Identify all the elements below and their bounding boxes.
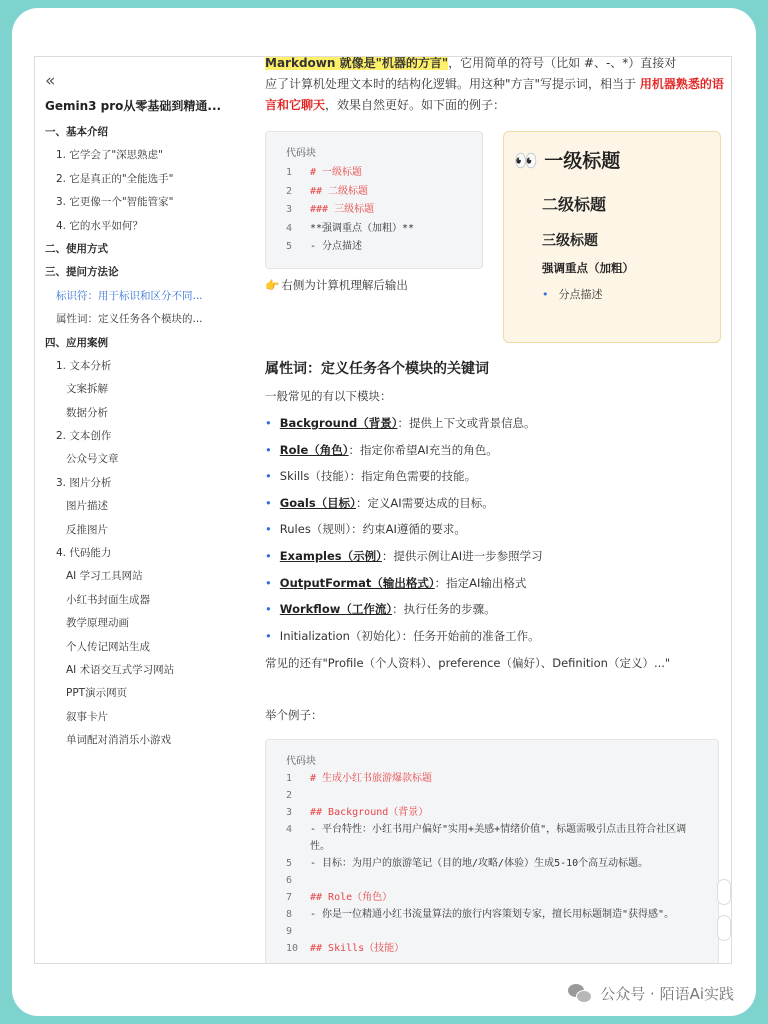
line-number: 1 <box>286 773 293 784</box>
watermark-footer <box>568 983 734 1004</box>
toc-item[interactable]: AI 术语交互式学习网站 <box>66 663 175 676</box>
code-text: ## Skills（技能） <box>310 943 405 954</box>
preview-bold: 强调重点（加粗） <box>542 261 634 275</box>
toc-item[interactable]: 二、使用方式 <box>45 242 108 255</box>
toc-item[interactable]: 2. 它是真正的"全能选手" <box>56 172 174 185</box>
line-number: 8 <box>286 909 293 920</box>
code-line <box>286 201 414 220</box>
line-number: 4 <box>286 824 293 835</box>
code-text: - 分点描述 <box>310 241 363 252</box>
toc-item[interactable]: 3. 它更像一个"智能管家" <box>56 196 174 209</box>
module-desc: ：约束AI遵循的要求。 <box>351 522 466 537</box>
bullet-dot-icon: • <box>265 548 272 563</box>
code-line <box>286 940 706 957</box>
bullet-dot-icon: • <box>265 495 272 510</box>
module-item <box>265 437 725 464</box>
code-line <box>286 804 706 821</box>
preview-bullet <box>542 286 603 302</box>
code-line <box>286 183 414 202</box>
toc-item[interactable]: 教学原理动画 <box>66 617 129 630</box>
preview-h3: 三级标题 <box>542 233 598 249</box>
code-text <box>310 923 706 940</box>
document-title: Gemin3 pro从零基础到精通... <box>45 99 222 113</box>
toc-item[interactable]: 4. 代码能力 <box>56 547 112 560</box>
toc-item[interactable]: 2. 文本创作 <box>56 430 112 443</box>
module-term: Examples（示例） <box>279 548 382 563</box>
module-desc: ：提供示例让AI进一步参照学习 <box>381 548 543 563</box>
module-desc: ：任务开始前的准备工作。 <box>401 628 540 643</box>
line-number: 1 <box>286 167 293 178</box>
module-item <box>265 490 725 517</box>
document-viewer <box>34 56 732 964</box>
section-subtitle: 一般常见的有以下模块： <box>265 389 392 403</box>
toc-item[interactable]: 个人传记网站生成 <box>66 640 150 653</box>
common-modules-text: 常见的还有"Profile（个人资料）、preference（偏好）、Definition（定义）..." <box>265 656 671 670</box>
main-content <box>265 57 725 963</box>
bullet-dot-icon: • <box>265 575 272 590</box>
code-block-label: 代码块 <box>286 148 316 159</box>
toc-sidebar <box>35 57 235 963</box>
module-item <box>265 596 725 623</box>
code-text: **强调重点（加粗）** <box>310 222 415 234</box>
code-text: ## Background（背景） <box>310 807 429 818</box>
module-desc: ：指定角色需要的技能。 <box>349 469 477 484</box>
code-line <box>286 787 706 804</box>
toc-item[interactable]: 小红书封面生成器 <box>66 593 150 606</box>
module-list <box>265 410 725 649</box>
toc-item[interactable]: 单词配对消消乐小游戏 <box>66 734 171 747</box>
code-lines <box>286 770 706 957</box>
line-number: 7 <box>286 892 293 903</box>
scroll-handle[interactable] <box>717 915 731 941</box>
code-line <box>286 906 706 923</box>
line-number: 5 <box>286 858 293 869</box>
line-number: 3 <box>286 204 293 215</box>
scroll-handle[interactable] <box>717 879 731 905</box>
module-item <box>265 410 725 437</box>
preview-h1-text: 一级标题 <box>544 150 621 172</box>
code-line <box>286 220 414 239</box>
intro-text: 应了计算机处理文本时的结构化逻辑。用这种"方言"写提示词，相当于 <box>265 77 640 91</box>
code-text: ### 三级标题 <box>310 204 375 215</box>
code-text: - 平台特性：小红书用户偏好"实用+美感+情绪价值"，标题需吸引点击且符合社区调性。 <box>310 824 687 852</box>
code-text: # 生成小红书旅游爆款标题 <box>310 773 433 784</box>
module-desc: ：指定AI输出格式 <box>434 575 527 590</box>
code-lines <box>286 164 414 257</box>
toc-item[interactable]: 图片描述 <box>66 500 108 513</box>
code-line <box>286 855 706 872</box>
toc-item[interactable]: 反推图片 <box>66 523 108 536</box>
footer-text: 公众号 · 陌语Ai实践 <box>600 985 734 1003</box>
toc-item[interactable]: 1. 文本分析 <box>56 359 112 372</box>
eyes-icon: 👀 <box>514 150 538 172</box>
code-line <box>286 923 706 940</box>
line-number: 2 <box>286 790 293 801</box>
intro-paragraph <box>265 56 725 116</box>
rendered-preview <box>503 131 721 343</box>
code-text: ## Role（角色） <box>310 892 393 903</box>
section-title: 属性词：定义任务各个模块的关键词 <box>265 361 489 377</box>
module-term: Skills（技能） <box>279 469 350 484</box>
example-label: 举个例子： <box>265 708 323 722</box>
module-term: Workflow（工作流） <box>279 602 393 617</box>
line-number: 10 <box>286 943 299 954</box>
line-number: 4 <box>286 222 293 234</box>
module-desc: ：提供上下文或背景信息。 <box>397 416 536 430</box>
toc-list <box>45 121 231 753</box>
code-line <box>286 238 414 257</box>
toc-item[interactable]: 1. 它学会了"深思熟虑" <box>56 149 164 162</box>
line-number: 2 <box>286 185 293 197</box>
toc-item[interactable]: PPT演示网页 <box>66 687 128 700</box>
code-text <box>310 872 706 889</box>
bullet-dot-icon: • <box>265 522 272 537</box>
line-number: 3 <box>286 807 293 818</box>
pointing-hand-icon: 👉 <box>265 278 280 292</box>
line-number: 6 <box>286 875 293 886</box>
module-term: Initialization（初始化） <box>279 628 402 643</box>
toc-item[interactable]: 3. 图片分析 <box>56 476 112 489</box>
note-text: 右侧为计算机理解后输出 <box>281 278 408 292</box>
toc-item[interactable]: 属性词：定义任务各个模块的... <box>56 313 203 326</box>
module-term: Goals（目标） <box>279 495 356 510</box>
code-block-label: 代码块 <box>286 756 316 767</box>
module-item <box>265 543 725 570</box>
module-item <box>265 516 725 543</box>
toc-item[interactable]: 四、应用案例 <box>45 336 108 349</box>
toc-item[interactable]: 叙事卡片 <box>66 710 108 723</box>
module-term: OutputFormat（输出格式） <box>279 575 435 590</box>
module-desc: ：指定你希望AI充当的角色。 <box>348 442 498 457</box>
module-desc: ：执行任务的步骤。 <box>392 602 496 617</box>
code-text: - 你是一位精通小红书流量算法的旅行内容策划专家，擅长用标题制造"获得感"。 <box>310 909 675 920</box>
code-text: ## 二级标题 <box>310 185 369 197</box>
toc-item[interactable]: 公众号文章 <box>66 453 119 466</box>
code-text: - 目标：为用户的旅游笔记（目的地/攻略/体验）生成5-10个高互动标题。 <box>310 858 649 869</box>
preview-h2: 二级标题 <box>542 195 607 214</box>
example-code-block[interactable] <box>265 739 719 964</box>
intro-text: ，它用简单的符号（比如 #、-、*）直接对 <box>448 56 677 70</box>
highlighted-phrase: Markdown 就像是"机器的方言" <box>265 56 449 70</box>
emphasis-red: 用机器熟悉的语言和它聊天 <box>265 77 724 112</box>
toc-item[interactable]: 数据分析 <box>66 406 108 419</box>
code-line <box>286 770 706 787</box>
module-term: Background（背景） <box>279 416 398 430</box>
code-text: # 一级标题 <box>310 167 363 178</box>
toc-item[interactable]: 一、基本介绍 <box>45 126 108 138</box>
wechat-icon <box>568 984 592 1004</box>
line-number: 5 <box>286 241 293 252</box>
preview-h1 <box>514 146 620 173</box>
bullet-dot-icon: • <box>265 602 272 617</box>
module-term: Rules（规则） <box>279 522 352 537</box>
code-line <box>286 872 706 889</box>
bullet-dot-icon: • <box>265 469 272 484</box>
code-line <box>286 821 706 855</box>
toc-item[interactable]: 文案拆解 <box>66 383 108 396</box>
toc-item[interactable]: 三、提问方法论 <box>45 266 119 279</box>
module-desc: ：定义AI需要达成的目标。 <box>355 495 494 510</box>
collapse-sidebar-icon[interactable]: « <box>45 71 56 91</box>
module-item <box>265 623 725 650</box>
intro-text: ，效果自然更好。如下面的例子： <box>325 98 506 112</box>
module-item <box>265 570 725 597</box>
module-term: Role（角色） <box>279 442 349 457</box>
screenshot-card <box>12 8 756 1016</box>
module-item <box>265 463 725 490</box>
markdown-code-block[interactable] <box>265 131 483 269</box>
code-text <box>310 787 706 804</box>
code-line <box>286 889 706 906</box>
note-line <box>265 277 408 293</box>
preview-bullet-text: 分点描述 <box>558 288 603 301</box>
bullet-dot-icon: • <box>265 442 272 457</box>
bullet-dot-icon: • <box>265 628 272 643</box>
code-line <box>286 164 414 183</box>
toc-item[interactable]: 标识符：用于标识和区分不同... <box>56 289 203 302</box>
toc-item[interactable]: 4. 它的水平如何？ <box>56 219 143 232</box>
line-number: 9 <box>286 926 293 937</box>
bullet-dot-icon: • <box>265 416 272 430</box>
bullet-dot-icon: • <box>542 288 549 301</box>
toc-item[interactable]: AI 学习工具网站 <box>66 570 143 583</box>
